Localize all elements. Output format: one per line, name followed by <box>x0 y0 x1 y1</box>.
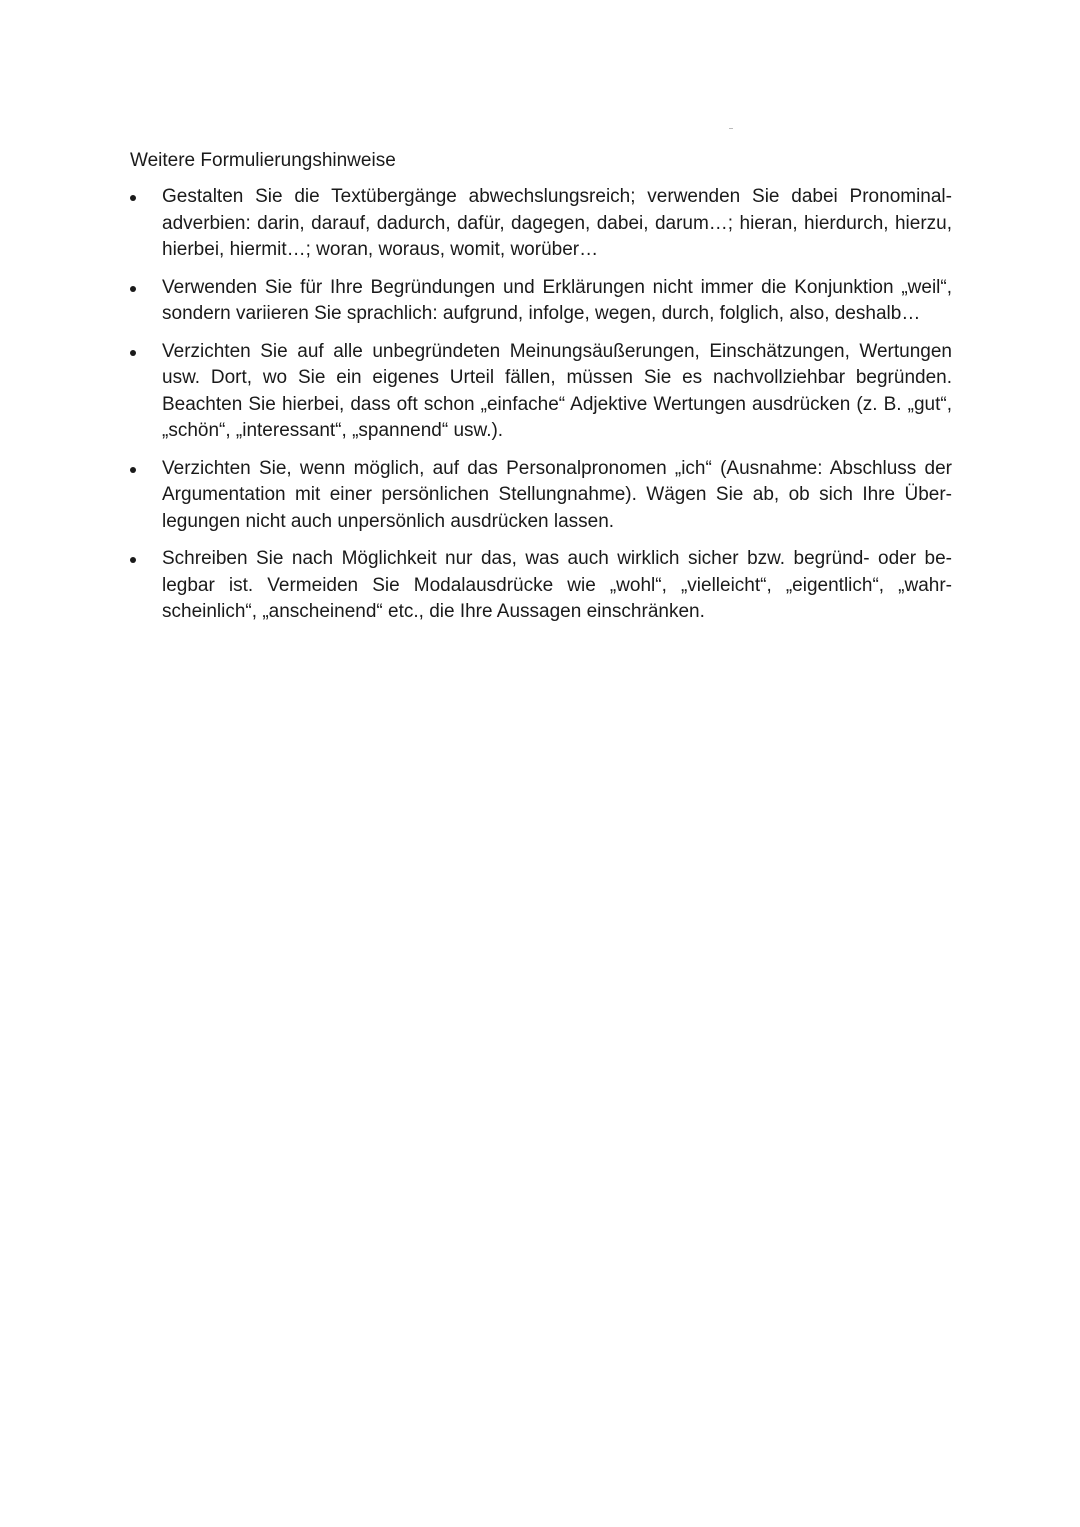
bullet-icon <box>130 195 136 201</box>
list-item-text: Verzichten Sie, wenn möglich, auf das Personalpronomen „ich“ (Ausnahme: Abschluss der Argumentation mit einer persönlichen Stellungnahme). Wägen Sie ab, ob sich Ihre Überlegungen nicht auch unpersönlich ausdrücken lassen. <box>162 457 952 532</box>
section-heading: Weitere Formulierungshinweise <box>130 150 396 171</box>
list-item <box>130 456 952 536</box>
scan-mark <box>729 128 733 129</box>
list-item <box>130 275 952 328</box>
list-item <box>130 546 952 626</box>
list-item-text: Gestalten Sie die Textübergänge abwechslungsreich; verwenden Sie dabei Pronominaladverbien: darin, darauf, dadurch, dafür, dagegen, dabei, darum…; hieran, hierdurch, hierzu, hierbei, hiermit…; woran, woraus, womit, worüber… <box>162 186 952 260</box>
bullet-icon <box>130 467 136 473</box>
list-item <box>130 339 952 445</box>
list-item <box>130 184 952 264</box>
bullet-icon <box>130 557 136 563</box>
bullet-icon <box>130 350 136 356</box>
list-item-text: Verwenden Sie für Ihre Begründungen und Erklärungen nicht immer die Konjunktion „weil“, sondern variieren Sie sprachlich: aufgrund, infolge, wegen, durch, folglich, also, deshalb… <box>162 276 952 324</box>
hint-list <box>130 184 952 637</box>
list-item-text: Schreiben Sie nach Möglichkeit nur das, was auch wirklich sicher bzw. begründ- oder belegbar ist. Vermeiden Sie Modalausdrücke wie „wohl“, „vielleicht“, „eigentlich“, „wahrscheinlich“, „anscheinend“ etc., die Ihre Aussagen einschränken. <box>162 548 952 622</box>
list-item-text: Verzichten Sie auf alle unbegründeten Meinungsäußerungen, Einschätzungen, Wertungen usw. Dort, wo Sie ein eigenes Urteil fällen, müssen Sie es nachvollziehbar begründen. Beachten Sie hierbei, dass oft schon „einfache“ Adjektive Wertungen ausdrücken (z. B. „gut“, „schön“, „interessant“, „spannend“ usw.). <box>162 340 952 441</box>
bullet-icon <box>130 286 136 292</box>
